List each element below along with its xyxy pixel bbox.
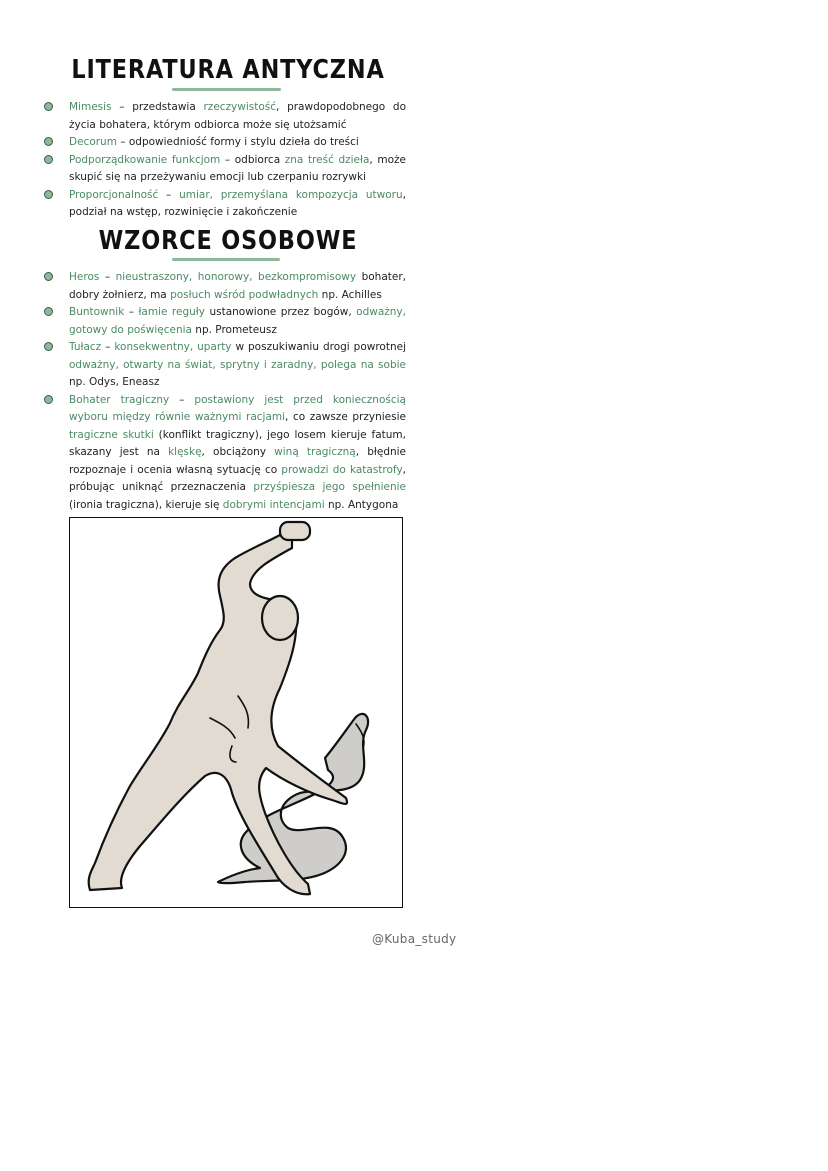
- list-item: Podporządkowanie funkcjom – odbiorca zna treść dzieła, może skupić się na przeżywaniu emocji lub czerpaniu rozrywki: [40, 152, 406, 187]
- list-item: Tułacz – konsekwentny, uparty w poszukiwaniu drogi powrotnej odważny, otwarty na świat, sprytny i zaradny, polega na sobie np. Odys, Eneasz: [40, 339, 406, 392]
- list-item: Decorum – odpowiedniość formy i stylu dzieła do treści: [40, 134, 406, 152]
- bullet-icon: [44, 137, 53, 146]
- list-item: Proporcjonalność – umiar, przemyślana kompozycja utworu, podział na wstęp, rozwinięcie i zakończenie: [40, 187, 406, 222]
- list-item: Bohater tragiczny – postawiony jest przed koniecznością wyboru między równie ważnymi racjami, co zawsze przyniesie tragiczne skutki (konflikt tragiczny), jego losem kieruje fatum, skazany jest na klęskę, obciążony winą tragiczną, błędnie rozpoznaje i ocenia własną sytuację co prowadzi do katastrofy, próbując uniknąć przeznaczenia przyśpiesza jego spełnienie (ironia tragiczna), kieruje się dobrymi intencjami np. Antygona: [40, 392, 406, 515]
- bullet-icon: [44, 102, 53, 111]
- title-underline: [172, 88, 281, 91]
- bullet-icon: [44, 190, 53, 199]
- role-models-list: [40, 269, 406, 514]
- bullet-icon: [44, 307, 53, 316]
- list-item: Mimesis – przedstawia rzeczywistość, prawdopodobnego do życia bohatera, którym odbiorca może się utożsamić: [40, 99, 406, 134]
- bullet-icon: [44, 272, 53, 281]
- prometheus-illustration: [69, 517, 403, 908]
- figure-drawing: [70, 518, 402, 907]
- list-item: Heros – nieustraszony, honorowy, bezkompromisowy bohater, dobry żołnierz, ma posłuch wśród podwładnych np. Achilles: [40, 269, 406, 304]
- literature-list: [40, 99, 406, 222]
- section-title-literatura: LITERATURA ANTYCZNA: [71, 55, 385, 85]
- bullet-icon: [44, 342, 53, 351]
- section-title-wzorce: WZORCE OSOBOWE: [98, 226, 358, 256]
- bullet-icon: [44, 395, 53, 404]
- title-underline: [172, 258, 280, 261]
- list-item: Buntownik – łamie reguły ustanowione przez bogów, odważny, gotowy do poświęcenia np. Prometeusz: [40, 304, 406, 339]
- bullet-icon: [44, 155, 53, 164]
- author-credit: @Kuba_study: [372, 932, 457, 946]
